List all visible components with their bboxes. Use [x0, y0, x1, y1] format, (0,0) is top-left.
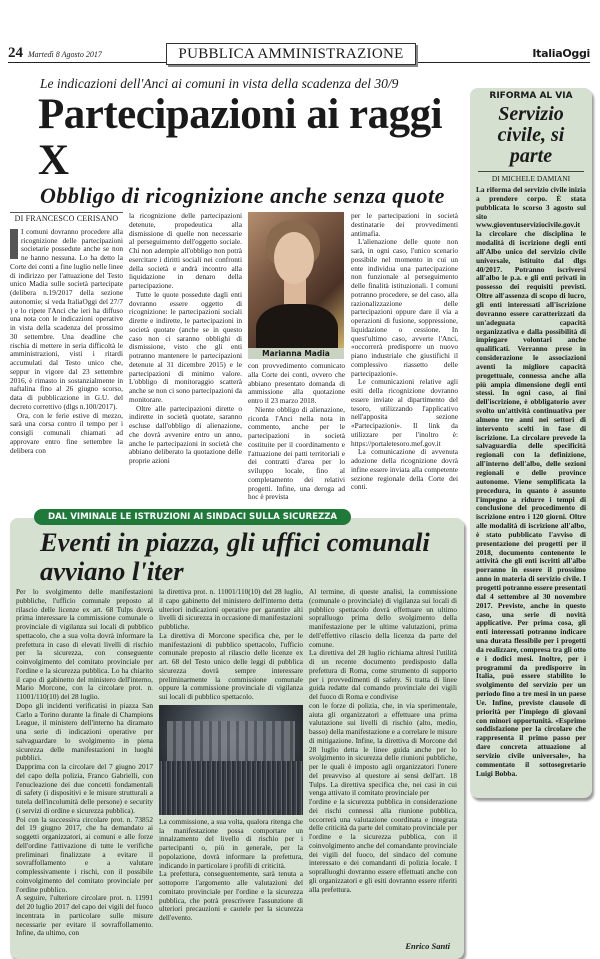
- second-article-columns: [16, 588, 458, 938]
- sidebar-tag: RIFORMA AL VIA: [489, 91, 573, 101]
- article-column-1: [10, 212, 123, 455]
- article-column-2: [129, 212, 242, 466]
- article-byline: DI FRANCESCO CERISANO: [10, 212, 123, 224]
- article-headline: Partecipazioni ai raggi X: [38, 91, 443, 184]
- paragraph: Ora, con le ferie estive di mezzo, sarà una corsa contro il tempo per i consigli comunali chiamati ad approvare entro fine settembre la delibera con: [10, 410, 123, 455]
- second-article-tag: DAL VIMINALE LE ISTRUZIONI AI SINDACI SULLA SICUREZZA: [34, 509, 351, 525]
- section-title: PUBBLICA AMMINISTRAZIONE: [166, 43, 416, 65]
- paragraph: Per lo svolgimento delle manifestazioni pubbliche, l'ufficio comunale preposto al rilascio delle licenze ex art. 68 Tulps dovrà prima interessare la commissione comunale o provinciale di vigilanza sui locali di pubblico spettacolo, che a sua volta dovrà informare la prefettura in caso di elevati livelli di rischio per la sicurezza, con conseguente coinvolgimento del comitato provinciale per l'ordine e la sicurezza pubblica. Lo ha chiarito il capo di gabinetto del ministero dell'interno, Mario Morcone, con la circolare prot. n. 11001/110(10) del 28 luglio.: [16, 587, 153, 701]
- paragraph: La comunicazione di avvenuta adozione della ricognizione dovrà infine essere inviata alla competente sezione regionale della Corte dei conti.: [351, 447, 458, 492]
- paragraph: Dapprima con la circolare del 7 giugno 2017 del capo della polizia, Franco Gabrielli, con l'enucleazione dei due concetti fondamentali di safety (i dispositivi e le misure strutturali a tutela dell'incolumità delle persone) e security (i servizi di ordine e sicurezza pubblica).: [16, 762, 153, 815]
- paragraph: La commissione, a sua volta, qualora ritenga che la manifestazione possa comportare un innalzamento del livello di rischio per i partecipanti o, più in generale, per la popolazione, dovrà informare la prefettura, indicando in particolare i profili di criticità.: [159, 816, 303, 870]
- paragraph: La direttiva del 28 luglio richiama altresì l'utilità di un recente documento predisposto dalla prefettura di Roma, come strumento di supporto per i provvedimenti di safety. Si tratta di linee guida redatte dal comando provinciale dei vigili del fuoco di Roma e condivise: [309, 648, 457, 701]
- article-subheadline: Obbligo di ricognizione anche senza quote: [40, 183, 445, 208]
- issue-date: Martedì 8 Agosto 2017: [28, 50, 102, 59]
- drop-cap: [10, 229, 18, 259]
- second-article-box: [10, 512, 464, 959]
- paragraph: Niente obbligo di alienazione, ricorda l'Anci nella nota in commento, anche per le partecipazioni in società costituite per il coordinamento e l'attuazione dei patti territoriali e dei contratti d'area per lo sviluppo locale, fino al completamento dei relativi progetti. Infine, una deroga ad hoc è prevista: [248, 404, 345, 502]
- second-article-column-3: [309, 588, 457, 894]
- paragraph: la ricognizione delle partecipazioni detenute, propedeutica alla dismissione di quelle non necessarie al perseguimento dell'oggetto sociale. Chi non adempie all'obbligo non potrà esercitare i diritti sociali nei confronti della società e andrà incontro alla liquidazione in denaro della partecipazione.: [129, 211, 242, 290]
- left-content-area: [10, 76, 464, 959]
- paragraph: La prefettura, conseguentemente, sarà tenuta a sottoporre l'argomento alle valutazioni del comitato provinciale per l'ordine e la sicurezza pubblica, che potrà prescrivere l'assunzione di ulteriori precauzioni e cautele per la sicurezza dell'evento.: [159, 869, 303, 922]
- paragraph: Dopo gli incidenti verificatisi in piazza San Carlo a Torino durante la finale di Champions League, il ministero dell'interno ha diramato una serie di indicazioni operative per salvaguardare lo svolgimento in piena sicurezza delle manifestazioni in luoghi pubblici.: [16, 700, 153, 763]
- portrait-photo: [248, 212, 344, 348]
- paragraph: con le forze di polizia, che, in via sperimentale, aiuta gli organizzatori a effettuare una prima valutazione sui livelli di rischio (alto, medio, basso) della manifestazione e a correlare le misure di mitigazione. Infine, la direttiva di Morcone del 28 luglio detta le linee guida anche per lo svolgimento in sicurezza delle riunioni pubbliche, per le quali è imposto agli organizzatori l'onere del preavviso al questore ai sensi dell'art. 18 Tulps. La direttiva specifica che, nei casi in cui venga attivato il comitato provinciale per: [309, 700, 457, 798]
- paragraph: I comuni dovranno procedere alla ricognizione delle partecipazioni societarie possedute anche se non ne hanno nessuna. Lo ha detto la Corte dei conti a fine luglio nelle linee di indirizzo per l'attuazione del Testo unico Madia sulle società partecipate (delibera n.19/2017 della sezione autonomie; si veda ItaliaOggi del 27/7 ) e lo ripete l'Anci che ieri ha diffuso una nota con le indicazioni operative in vista della scadenza del prossimo 30 settembre. Una deadline che rischia di mettere in seria difficoltà le amministrazioni, visti i ritardi accumulati dal Testo unico che, seppur in vigore dal 23 settembre 2016, è rimasto in sostanzialmente in naftalina fino al 26 giugno scorso, data di pubblicazione in G.U. del decreto correttivo (dlgs n.100/2017).: [10, 226, 123, 411]
- paragraph: con provvedimento comunicato alla Corte dei conti, ovvero che abbiano presentato domanda di ammissione alla quotazione entro il 23 marzo 2018.: [248, 361, 345, 405]
- page-number: 24: [8, 45, 23, 61]
- paragraph: Le comunicazioni relative agli esiti della ricognizione dovranno essere inviate al dipartimento del tesoro, utilizzando l'applicativo nell'apposita sezione «Partecipazioni». Il link da utilizzare per l'inoltro è: https://portaletesoro.mef.gov.it: [351, 377, 458, 448]
- paragraph: L'alienazione delle quote non sarà, in ogni caso, l'unico scenario possibile nel momento in cui un ente individua una partecipazione non funzionale al perseguimento delle finalità istituzionali. I comuni potranno procedere, se del caso, alla razionalizzazione delle partecipazioni oppure dare il via a operazioni di fusione, soppressione, liquidazione o cessione. In quest'ultimo caso, avverte l'Anci, «occorrerà predisporre un nuovo piano industriale che giustifichi il complessivo riassetto delle partecipazioni».: [351, 237, 458, 378]
- sidebar-body: La riforma del servizio civile inizia a prendere corpo. È stata pubblicata lo scorso 3 agosto sul sito www.gioventuserviziocivile.gov.it la circolare che disciplina le modalità di iscrizione degli enti all'Albo unico del servizio civile universale, istituito dal dlgs 40/2017. Potranno iscriversi all'albo le p.a. e gli enti privati in possesso dei requisiti previsti. Oltre all'assenza di scopo di lucro, gli enti interessati all'iscrizione dovranno essere caratterizzati da un'adeguata capacità organizzativa e dalla possibilità di impiegare volontari anche qualificati. Verranno prese in considerazione le associazioni aventi la migliore capacità progettuale, connessa anche alla più ampia dimensione degli enti stessi. In ogni caso, ai fini dell'iscrizione, è obbligatorio aver svolto un'attività continuativa per almeno tre anni nei settori di intervento scelti in fase di iscrizione. La circolare prevede la salvaguardia delle specificità regionali con la definizione, all'interno dell'albo, delle sezioni regionali e delle province autonome. Viene semplificata la procedura, in quanto è assunto l'impegno a ridurre i tempi di conclusione del procedimento di iscrizione entro i 120 giorni. Oltre alle modalità di iscrizione all'albo, è stato pubblicato l'avviso di presentazione dei progetti per il 2018, documento contenente le attività che gli enti iscritti all'albo porranno in essere il prossimo anno in materia di servizio civile. I progetti potranno essere presentati dal 4 settembre al 30 novembre 2017. Previste, anche in questo caso, una serie di novità applicative. Per prima cosa, gli enti interessati potranno indicare una durata flessibile per i progetti da realizzare, compresa tra gli otto e i dodici mesi. Inoltre, per i programmi da predisporre in Italia, può essere stabilito lo svolgimento del servizio per un periodo fino a tre mesi in un paese Ue. Infine, previste clausole di priorità per l'impiego di giovani con minori opportunità. «Esprimo soddisfazione per la circolare che rappresenta il primo passo per dare concreta attuazione al servizio civile universale», ha commentato il sottosegretario Luigi Bobba.: [476, 185, 586, 778]
- second-article-column-2: [159, 588, 303, 923]
- paragraph: per le partecipazioni in società destinatarie dei provvedimenti antimafia.: [351, 211, 458, 238]
- second-article-column-1: [16, 588, 153, 938]
- newspaper-logo: ItaliaOggi: [532, 47, 590, 60]
- main-article-columns: [10, 212, 464, 502]
- sidebar-box: [470, 88, 592, 798]
- paragraph: Al termine, di queste analisi, la commissione (comunale o provinciale) di vigilanza sui locali di pubblico spettacolo dovrà effettuare un ultimo sopralluogo prima dello svolgimento della manifestazione per le ultime valutazioni, prima dell'effettivo rilascio della licenza da parte del comune.: [309, 587, 457, 649]
- photo-caption: Marianna Madia: [248, 348, 344, 359]
- paragraph: Poi con la successiva circolare prot. n. 73852 del 19 giugno 2017, che ha demandato ai soggetti organizzatori, ai comuni e alle forze dell'ordine l'attivazione di tutte le verifiche preliminari finalizzate a evitare il sovraffollamento e a valutare complessivamente i rischi, con il possibile coinvolgimento del comitato provinciale per l'ordine pubblico.: [16, 814, 153, 894]
- article-column-3: [248, 212, 345, 502]
- article-kicker: Le indicazioni dell'Anci ai comuni in vista della scadenza del 30/9: [40, 76, 399, 91]
- piazza-crowd-photo: [159, 705, 303, 815]
- paragraph: A seguire, l'ulteriore circolare prot. n. 11991 del 20 luglio 2017 del capo dei vigili del fuoco incentrata in particolare sulle misure necessarie per evitare il sovraffollamento. Infine, da ultimo, con: [16, 893, 153, 938]
- paragraph: l'ordine e la sicurezza pubblica in considerazione dei rischi connessi alla riunione pubblica, occorrerà una valutazione coordinata e integrata delle criticità da parte del comitato provinciale per l'ordine e la sicurezza pubblica, con il coinvolgimento anche del comandante provinciale dei vigili del fuoco, del sindaco del comune interessato e dei comandanti di polizia locale. I sopralluoghi dovranno essere effettuati anche con gli organizzatori e gli esiti dovranno essere riferiti alla prefettura.: [309, 797, 457, 894]
- paragraph: Tutte le quote possedute dagli enti dovranno essere oggetto di ricognizione: le partecipazioni sociali dirette e indirette, le partecipazioni in società quotate (anche se in questo caso non ci saranno obblighi di dismissione, visto che gli enti potranno mantenere le partecipazioni detenute al 31 dicembre 2015) e le partecipazioni di minimo valore. L'obbligo di monitoraggio scatterà anche se non ci sono partecipazioni da monitorare.: [129, 289, 242, 404]
- paragraph: Oltre alle partecipazioni dirette o indirette in società quotate, saranno escluse dall'obbligo di alienazione, che dovrà avvenire entro un anno, anche le partecipazioni in società che abbiano deliberato la quotazione delle proprie azioni: [129, 403, 242, 465]
- second-article-headline: Eventi in piazza, gli uffici comunali avviano l'iter: [40, 527, 430, 586]
- paragraph: la direttiva prot. n. 11001/110(10) del 28 luglio, il capo gabinetto del ministero dell'interno detta ulteriori indicazioni operative per garantire alti livelli di sicurezza in occasione di manifestazioni pubbliche.: [159, 587, 303, 631]
- sidebar-byline: DI MICHELE DAMIANI: [478, 171, 584, 183]
- article-signature: Enrico Santi: [405, 941, 450, 951]
- sidebar-title: Servizio civile, si parte: [497, 103, 565, 167]
- article-column-4: [351, 212, 458, 492]
- paragraph: La direttiva di Morcone specifica che, per le manifestazioni di pubblico spettacolo, l'ufficio comunale preposto al rilascio delle licenze ex art. 68 del Testo unico delle leggi di pubblica sicurezza dovrà sempre interessare preliminarmente la commissione comunale oppure la commissione provinciale di vigilanza sui locali di pubblico spettacolo.: [159, 630, 303, 701]
